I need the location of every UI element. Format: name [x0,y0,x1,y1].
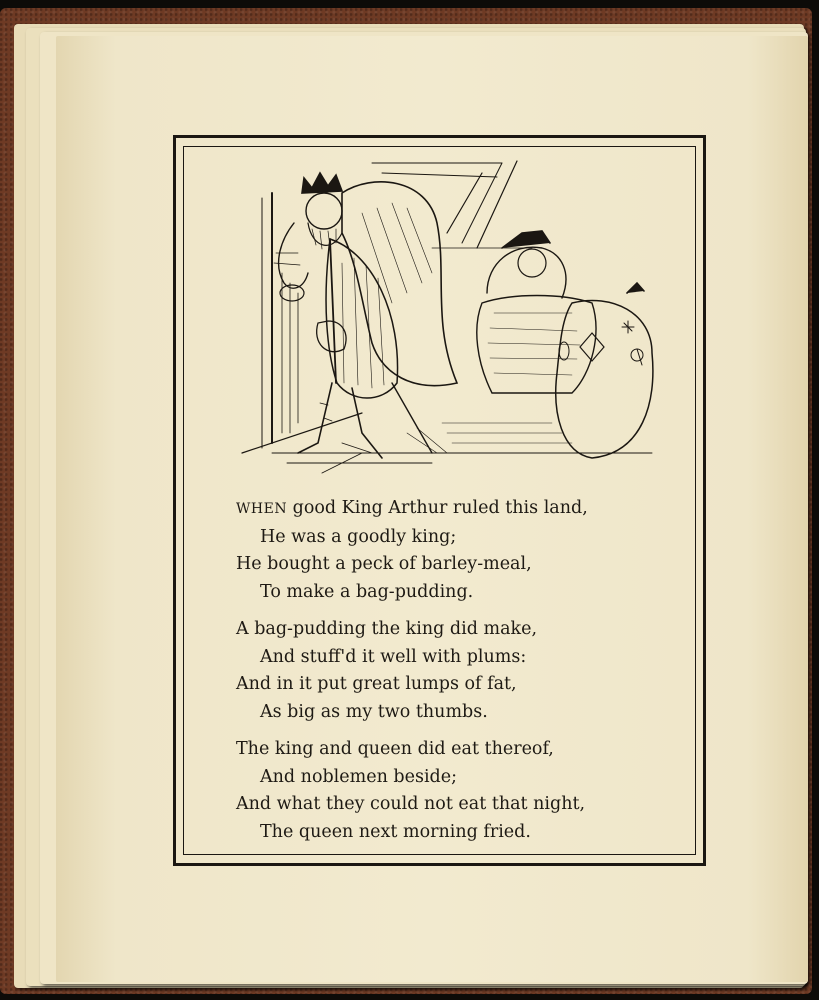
poem-line: He was a goodly king; [260,526,457,547]
poem-line: To make a bag-pudding. [260,581,474,602]
poem-line-lead: WHEN [236,501,288,517]
poem-line-rest: good King Arthur ruled this land, [287,498,588,518]
poem-line: The king and queen did eat thereof, [236,739,554,759]
poem-line: The queen next morning fried. [260,821,531,842]
poem-line: And in it put great lumps of fat, [236,674,517,694]
stanza-1 [236,495,676,606]
king-with-pudding-sack-engraving-icon [232,153,660,493]
poem-line: As big as my two thumbs. [260,701,488,722]
poem [236,495,676,856]
stanza-2 [236,616,676,726]
stanza-3 [236,736,676,846]
poem-line: And what they could not eat that night, [236,794,586,814]
poem-line: A bag-pudding the king did make, [236,619,538,639]
poem-line: And stuff'd it well with plums: [260,646,527,667]
poem-line [236,495,676,524]
poem-line: He bought a peck of barley-meal, [236,554,532,574]
poem-line: And noblemen beside; [260,766,458,787]
